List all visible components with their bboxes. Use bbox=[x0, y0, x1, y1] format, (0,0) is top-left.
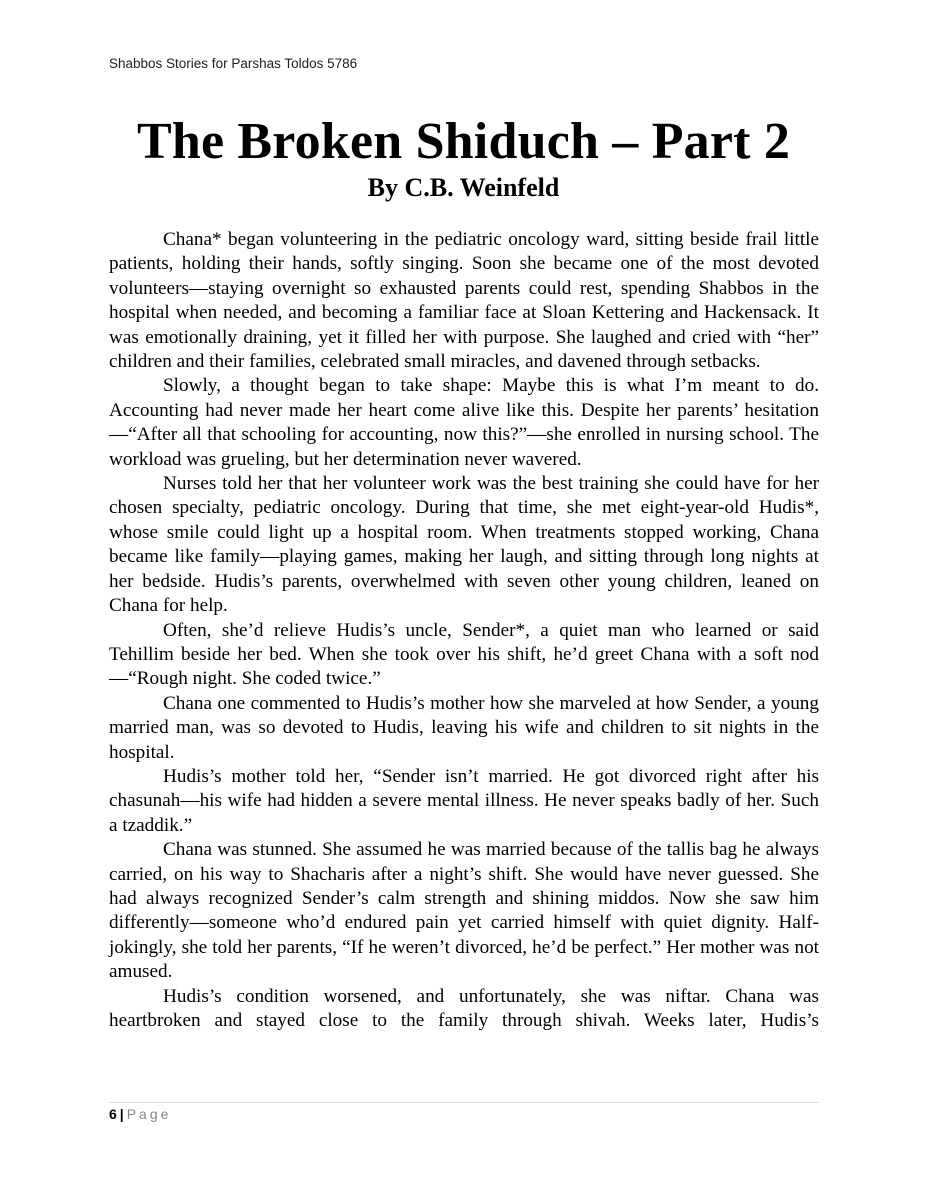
paragraph: Nurses told her that her volunteer work was the best training she could have for her chosen specialty, pediatric oncology. During that time, she met eight-year-old Hudis*, whose smile could light up a hospital room. When treatments stopped working, Chana became like family—playing games, making her laugh, and sitting through long nights at her bedside. Hudis’s parents, overwhelmed with seven other young children, leaned on Chana for help. bbox=[109, 473, 819, 617]
page-label: Page bbox=[126, 1106, 172, 1122]
paragraph: Chana one commented to Hudis’s mother how she marveled at how Sender, a young married man, was so devoted to Hudis, leaving his wife and children to sit nights in the hospital. bbox=[109, 692, 819, 763]
footer-separator: | bbox=[119, 1106, 124, 1122]
paragraph: Often, she’d relieve Hudis’s uncle, Sender*, a quiet man who learned or said Tehillim beside her bed. When she took over his shift, he’d greet Chana with a soft nod—“Rough night. She coded twice.” bbox=[109, 619, 819, 690]
paragraph: Hudis’s condition worsened, and unfortunately, she was niftar. Chana was heartbroken and stayed close to the family through shivah. Weeks later, Hudis’s bbox=[109, 985, 819, 1031]
article-title: The Broken Shiduch – Part 2 bbox=[136, 113, 791, 170]
running-header: Shabbos Stories for Parshas Toldos 5786 bbox=[109, 56, 358, 71]
article-byline: By C.B. Weinfeld bbox=[367, 173, 560, 202]
footer-divider bbox=[109, 1102, 819, 1103]
paragraph: Chana* began volunteering in the pediatric oncology ward, sitting beside frail little patients, holding their hands, softly singing. Soon she became one of the most devoted volunteers—staying overnight so exhausted parents could rest, spending Shabbos in the hospital when needed, and becoming a familiar face at Sloan Kettering and Hackensack. It was emotionally draining, yet it filled her with purpose. She laughed and cried with “her” children and their families, celebrated small miracles, and davened through setbacks. bbox=[109, 229, 819, 373]
paragraph: Chana was stunned. She assumed he was married because of the tallis bag he always carried, on his way to Shacharis after a night’s shift. She would have never guessed. She had always recognized Sender’s calm strength and shining middos. Now she saw him differently—someone who’d endured pain yet carried himself with quiet dignity. Half-jokingly, she told her parents, “If he weren’t divorced, he’d be perfect.” Her mother was not amused. bbox=[109, 839, 819, 983]
paragraph: Hudis’s mother told her, “Sender isn’t married. He got divorced right after his chasunah—his wife had hidden a severe mental illness. He never speaks badly of her. Such a tzaddik.” bbox=[109, 765, 819, 836]
page-number: 6 bbox=[109, 1106, 117, 1122]
article-body bbox=[109, 228, 819, 1033]
page-footer bbox=[109, 1106, 171, 1122]
paragraph: Slowly, a thought began to take shape: Maybe this is what I’m meant to do. Accounting had never made her heart come alive like this. Despite her parents’ hesitation—“After all that schooling for accounting, now this?”—she enrolled in nursing school. The workload was grueling, but her determination never wavered. bbox=[109, 375, 819, 470]
